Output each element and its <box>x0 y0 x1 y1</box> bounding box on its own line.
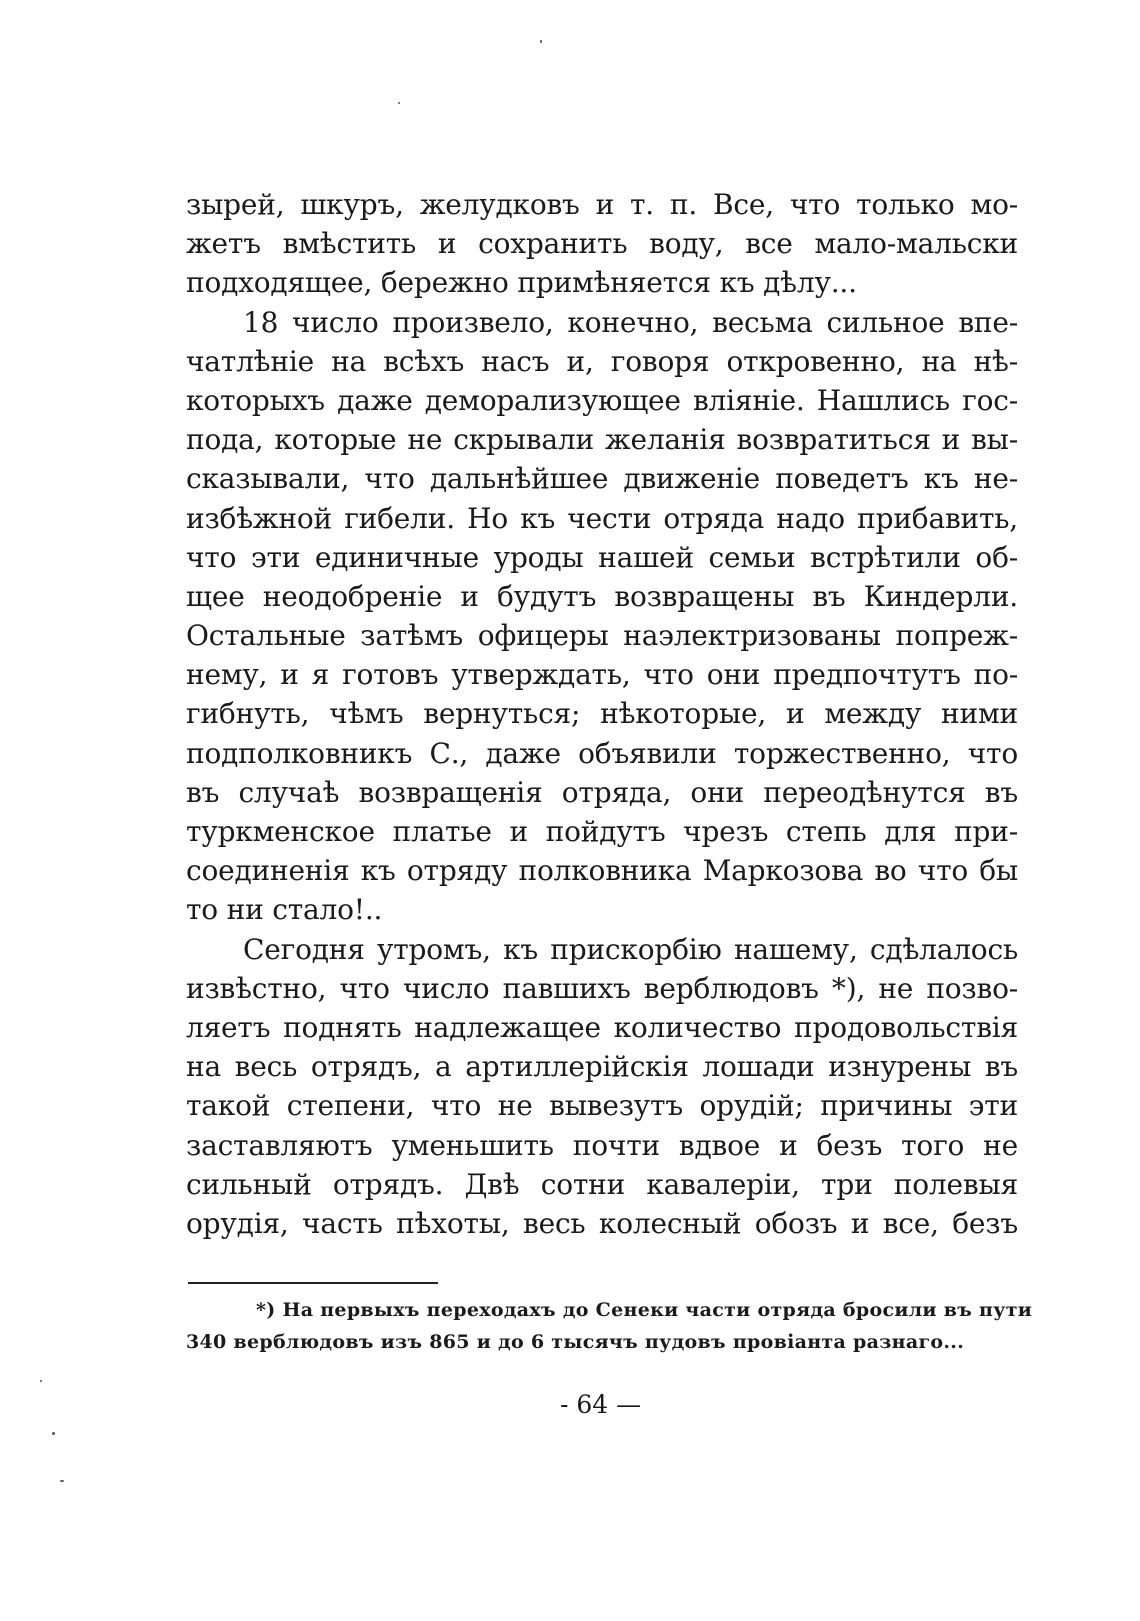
text-line: 18 число произвело, конечно, весьма сильное впе- <box>243 305 1018 339</box>
text-line: туркменское платье и пойдутъ чрезъ степь для при- <box>186 815 1018 848</box>
text-line: заставляютъ уменьшить почти вдвое и безъ того не <box>186 1128 1018 1162</box>
text-line: такой степени, что не вывезутъ орудій; причины эти <box>186 1089 1018 1123</box>
footnote <box>186 1294 1033 1358</box>
footnote-line: *) На первыхъ переходахъ до Сенеки части отряда бросили въ пути <box>256 1299 1033 1321</box>
scan-speck <box>540 40 542 43</box>
body-text <box>186 185 1018 1243</box>
text-line: гибнуть, чѣмъ вернуться; нѣкоторые, и между ними <box>186 697 1018 731</box>
scan-speck <box>398 102 400 104</box>
text-line: въ случаѣ возвращенія отряда, они переодѣнутся въ <box>186 775 1018 809</box>
scan-speck <box>60 1480 64 1482</box>
text-line: пода, которые не скрывали желанія возвратиться и вы- <box>186 423 1018 457</box>
text-line: сильный отрядъ. Двѣ сотни кавалеріи, три полевыя <box>186 1167 1018 1201</box>
footnote-line: 340 верблюдовъ изъ 865 и до 6 тысячъ пудовъ провіанта разнаго... <box>186 1331 965 1353</box>
text-line: избѣжной гибели. Но къ чести отряда надо прибавить, <box>186 501 1018 535</box>
scan-speck <box>52 1432 55 1435</box>
text-line: соединенія къ отряду полковника Маркозова во что бы <box>186 854 1018 888</box>
text-line: на весь отрядъ, а артиллерійскія лошади изнурены въ <box>186 1050 1018 1084</box>
text-line: то ни стало!.. <box>186 893 383 927</box>
text-line: которыхъ даже деморализующее вліяніе. Нашлись гос- <box>186 383 1018 417</box>
text-line: сказывали, что дальнѣйшее движеніе поведетъ къ не- <box>186 462 1018 496</box>
text-line: нему, и я готовъ утверждать, что они предпочтутъ по- <box>186 658 1018 692</box>
text-line: чатлѣніе на всѣхъ насъ и, говоря откровенно, на нѣ- <box>186 344 1018 378</box>
text-line: орудія, часть пѣхоты, весь колесный обозъ и все, безъ <box>186 1206 1018 1240</box>
text-line: Сегодня утромъ, къ прискорбію нашему, сдѣлалось <box>243 932 1018 966</box>
text-line: жетъ вмѣстить и сохранить воду, все мало-мальски <box>186 227 1018 261</box>
page-number: - 64 — <box>560 1390 642 1419</box>
text-line: подходящее, бережно примѣняется къ дѣлу... <box>186 266 857 300</box>
text-line: ляетъ поднять надлежащее количество продовольствія <box>186 1010 1018 1044</box>
text-line: извѣстно, что число павшихъ верблюдовъ *), не позво- <box>186 971 1018 1005</box>
footnote-divider <box>188 1282 438 1284</box>
text-line: что эти единичные уроды нашей семьи встрѣтили об- <box>186 540 1018 574</box>
text-line: щее неодобреніе и будутъ возвращены въ Киндерли. <box>186 579 1018 613</box>
text-line: подполковникъ С., даже объявили торжественно, что <box>186 736 1018 770</box>
text-line: зырей, шкуръ, желудковъ и т. п. Все, что только мо- <box>186 188 1018 221</box>
text-line: Остальные затѣмъ офицеры наэлектризованы попреж- <box>186 619 1018 653</box>
scan-speck <box>40 1380 42 1382</box>
